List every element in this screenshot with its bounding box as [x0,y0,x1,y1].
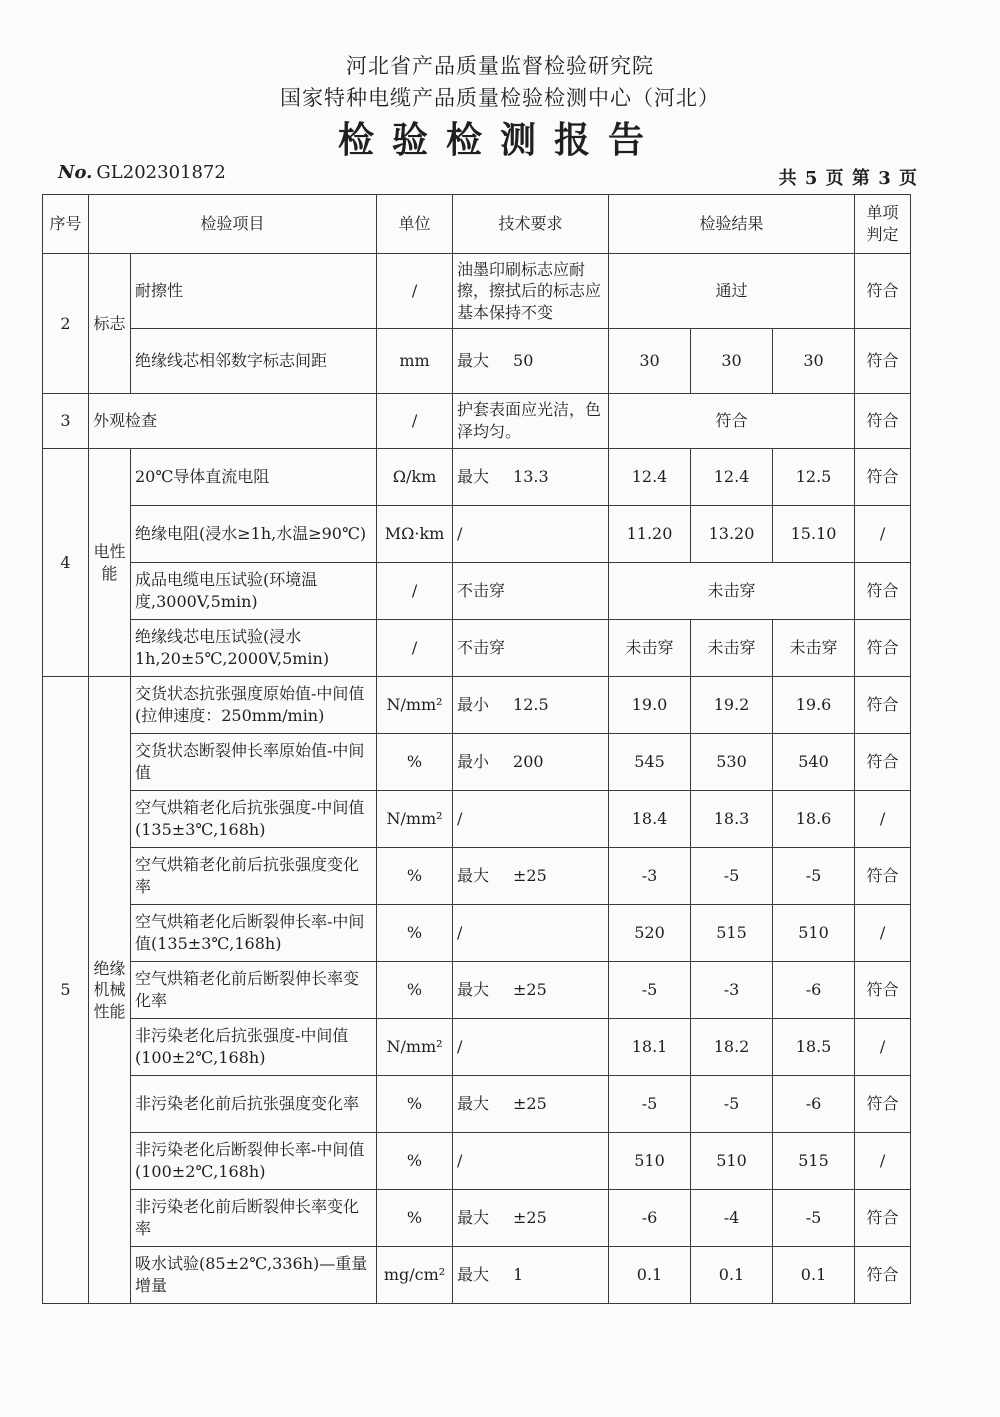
item-verdict: 符合 [855,1247,911,1304]
item-verdict: 符合 [855,677,911,734]
item-requirement: / [453,506,609,563]
item-result-1: 19.0 [609,677,691,734]
item-result-1: -5 [609,962,691,1019]
requirement-qualifier: 最大 [457,1265,490,1285]
header-unit: 单位 [377,195,453,254]
item-verdict: 符合 [855,962,911,1019]
requirement-value: ±25 [513,1094,547,1114]
item-verdict: / [855,791,911,848]
requirement-value: 12.5 [513,695,549,715]
table-row [43,677,911,734]
table-row [43,506,911,563]
item-name: 绝缘线芯电压试验(浸水1h,20±5℃,2000V,5min) [131,620,377,677]
item-result-3: -6 [773,1076,855,1133]
table-row [43,1076,911,1133]
item-unit: / [377,620,453,677]
item-unit: % [377,1076,453,1133]
group-seq: 2 [43,254,89,394]
item-name: 空气烘箱老化后断裂伸长率-中间值(135±3℃,168h) [131,905,377,962]
item-requirement: / [453,1133,609,1190]
item-name: 非污染老化后断裂伸长率-中间值(100±2℃,168h) [131,1133,377,1190]
group-category: 标志 [89,254,131,394]
item-result-3: 30 [773,329,855,394]
table-row [43,394,911,449]
item-result-1: 12.4 [609,449,691,506]
item-requirement [453,1190,609,1247]
item-result-3: 18.6 [773,791,855,848]
item-result-1: 18.1 [609,1019,691,1076]
item-name: 非污染老化前后抗张强度变化率 [131,1076,377,1133]
item-unit: mm [377,329,453,394]
requirement-value: ±25 [513,1208,547,1228]
table-row [43,620,911,677]
item-name: 绝缘电阻(浸水≥1h,水温≥90℃) [131,506,377,563]
header-seq: 序号 [43,195,89,254]
header-requirement: 技术要求 [453,195,609,254]
item-name: 外观检查 [89,394,377,449]
group-category: 绝缘机械性能 [89,677,131,1304]
item-result-3: -6 [773,962,855,1019]
requirement-qualifier: 最小 [457,695,490,715]
item-verdict: / [855,1133,911,1190]
header-result: 检验结果 [609,195,855,254]
requirement-qualifier: 最大 [457,351,490,371]
item-result-1: -3 [609,848,691,905]
item-result-1: 30 [609,329,691,394]
group-category: 电性能 [89,449,131,677]
item-requirement [453,1247,609,1304]
requirement-qualifier: 最大 [457,980,490,1000]
item-result-2: 510 [691,1133,773,1190]
item-result-3: -5 [773,848,855,905]
item-requirement: / [453,1019,609,1076]
item-unit: / [377,563,453,620]
item-name: 交货状态断裂伸长率原始值-中间值 [131,734,377,791]
requirement-qualifier: 最大 [457,467,490,487]
table-row [43,1019,911,1076]
inspection-table [42,194,911,1304]
report-number [58,162,226,183]
item-name: 吸水试验(85±2℃,336h)—重量增量 [131,1247,377,1304]
item-result-2: 13.20 [691,506,773,563]
item-verdict: 符合 [855,329,911,394]
header-verdict: 单项判定 [855,195,911,254]
table-row [43,449,911,506]
requirement-qualifier: 最大 [457,1094,490,1114]
item-result-1: 510 [609,1133,691,1190]
item-requirement [453,734,609,791]
table-row [43,791,911,848]
item-unit: N/mm² [377,1019,453,1076]
report-title: 检验检测报告 [337,119,662,161]
item-unit: N/mm² [377,677,453,734]
table-row [43,254,911,329]
item-result-2: 515 [691,905,773,962]
item-unit: % [377,905,453,962]
table-row [43,563,911,620]
item-name: 耐擦性 [131,254,377,329]
item-unit: % [377,1133,453,1190]
item-unit: % [377,734,453,791]
item-result: 通过 [609,254,855,329]
requirement-qualifier: 最大 [457,1208,490,1228]
item-result-2: -5 [691,1076,773,1133]
item-result-3: 未击穿 [773,620,855,677]
item-unit: % [377,1190,453,1247]
item-unit: / [377,254,453,329]
item-unit: / [377,394,453,449]
table-row [43,905,911,962]
item-result-2: 30 [691,329,773,394]
item-result-1: -5 [609,1076,691,1133]
report-number-value: GL202301872 [96,162,226,183]
item-result-2: -4 [691,1190,773,1247]
item-requirement: 不击穿 [453,563,609,620]
table-header-row [43,195,911,254]
requirement-qualifier: 最大 [457,866,490,886]
item-result-3: 540 [773,734,855,791]
item-requirement [453,677,609,734]
org-name-line1: 河北省产品质量监督检验研究院 [346,54,654,78]
table-row [43,1247,911,1304]
item-result-3: -5 [773,1190,855,1247]
table-row [43,329,911,394]
item-result: 符合 [609,394,855,449]
table-row [43,962,911,1019]
item-result-2: 19.2 [691,677,773,734]
item-name: 空气烘箱老化前后抗张强度变化率 [131,848,377,905]
item-requirement [453,329,609,394]
item-requirement [453,962,609,1019]
group-seq: 5 [43,677,89,1304]
item-result-3: 18.5 [773,1019,855,1076]
item-verdict: 符合 [855,734,911,791]
item-unit: % [377,962,453,1019]
item-result-2: 12.4 [691,449,773,506]
item-unit: MΩ·km [377,506,453,563]
item-name: 交货状态抗张强度原始值-中间值(拉伸速度：250mm/min) [131,677,377,734]
group-seq: 4 [43,449,89,677]
item-name: 非污染老化后抗张强度-中间值(100±2℃,168h) [131,1019,377,1076]
requirement-value: 1 [513,1265,524,1285]
item-result-1: 545 [609,734,691,791]
item-unit: mg/cm² [377,1247,453,1304]
item-verdict: 符合 [855,254,911,329]
item-result-3: 15.10 [773,506,855,563]
item-requirement: 油墨印刷标志应耐擦，擦拭后的标志应基本保持不变 [453,254,609,329]
item-result-1: 520 [609,905,691,962]
table-row [43,1133,911,1190]
item-result-1: 未击穿 [609,620,691,677]
item-requirement [453,1076,609,1133]
report-number-prefix: No. [58,162,93,183]
item-name: 空气烘箱老化前后断裂伸长率变化率 [131,962,377,1019]
item-result-2: -5 [691,848,773,905]
page-info: 共 5 页 第 3 页 [778,168,918,189]
item-result-1: 11.20 [609,506,691,563]
item-verdict: 符合 [855,848,911,905]
requirement-value: ±25 [513,866,547,886]
item-name: 非污染老化前后断裂伸长率变化率 [131,1190,377,1247]
item-verdict: 符合 [855,394,911,449]
item-result-3: 19.6 [773,677,855,734]
item-result-2: 未击穿 [691,620,773,677]
item-result-1: 18.4 [609,791,691,848]
item-requirement: 护套表面应光洁，色泽均匀。 [453,394,609,449]
item-result: 未击穿 [609,563,855,620]
item-requirement [453,449,609,506]
item-verdict: 符合 [855,1076,911,1133]
item-unit: Ω/km [377,449,453,506]
item-result-2: 0.1 [691,1247,773,1304]
item-verdict: 符合 [855,449,911,506]
item-name: 绝缘线芯相邻数字标志间距 [131,329,377,394]
item-result-2: 18.2 [691,1019,773,1076]
item-result-3: 510 [773,905,855,962]
org-name-line2: 国家特种电缆产品质量检验检测中心（河北） [280,86,720,110]
item-result-3: 0.1 [773,1247,855,1304]
requirement-value: 50 [513,351,534,371]
item-verdict: 符合 [855,563,911,620]
header-item: 检验项目 [89,195,377,254]
item-requirement: / [453,905,609,962]
item-result-1: -6 [609,1190,691,1247]
item-result-1: 0.1 [609,1247,691,1304]
item-name: 成品电缆电压试验(环境温度,3000V,5min) [131,563,377,620]
item-requirement: 不击穿 [453,620,609,677]
table-row [43,848,911,905]
item-result-3: 12.5 [773,449,855,506]
item-result-2: -3 [691,962,773,1019]
item-verdict: / [855,506,911,563]
requirement-value: ±25 [513,980,547,1000]
requirement-qualifier: 最小 [457,752,490,772]
table-row [43,734,911,791]
item-unit: N/mm² [377,791,453,848]
item-verdict: / [855,1019,911,1076]
item-name: 空气烘箱老化后抗张强度-中间值(135±3℃,168h) [131,791,377,848]
item-requirement: / [453,791,609,848]
item-result-3: 515 [773,1133,855,1190]
item-result-2: 530 [691,734,773,791]
item-verdict: / [855,905,911,962]
group-seq: 3 [43,394,89,449]
item-result-2: 18.3 [691,791,773,848]
item-verdict: 符合 [855,620,911,677]
requirement-value: 200 [513,752,544,772]
item-name: 20℃导体直流电阻 [131,449,377,506]
requirement-value: 13.3 [513,467,549,487]
table-row [43,1190,911,1247]
item-unit: % [377,848,453,905]
item-verdict: 符合 [855,1190,911,1247]
item-requirement [453,848,609,905]
